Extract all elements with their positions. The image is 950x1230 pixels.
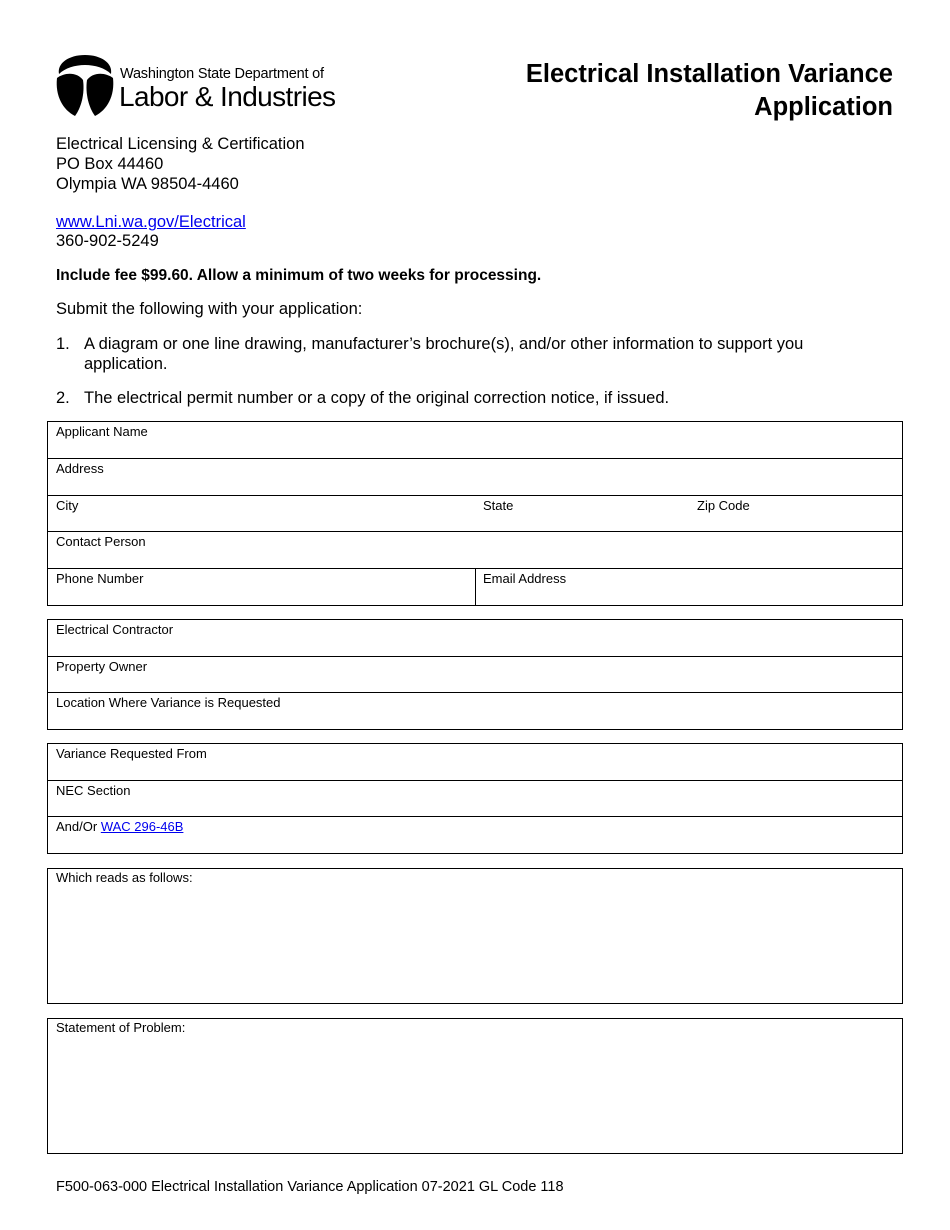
zip-code-label: Zip Code xyxy=(697,498,750,513)
list-item xyxy=(56,334,856,376)
list-item xyxy=(56,388,856,410)
variance-from-label: Variance Requested From xyxy=(56,746,207,761)
property-owner-field[interactable] xyxy=(48,656,902,693)
field-divider xyxy=(475,569,476,605)
variance-from-field[interactable] xyxy=(48,744,902,780)
logo-line-1: Washington State Department of xyxy=(120,66,324,82)
fee-notice: Include fee $99.60. Allow a minimum of two weeks for processing. xyxy=(56,267,542,284)
reads-as-follows-field[interactable] xyxy=(47,868,903,1004)
location-label: Location Where Variance is Requested xyxy=(56,695,281,710)
variance-section xyxy=(47,743,903,854)
mailing-address xyxy=(56,134,305,194)
phone-number: 360-902-5249 xyxy=(56,232,159,250)
applicant-name-field[interactable] xyxy=(48,422,902,458)
address-line-2: PO Box 44460 xyxy=(56,155,164,173)
city-label: City xyxy=(56,498,79,513)
reads-as-follows-label: Which reads as follows: xyxy=(56,870,193,885)
address-label: Address xyxy=(56,461,104,476)
address-line-3: Olympia WA 98504-4460 xyxy=(56,175,239,193)
list-item-text: A diagram or one line drawing, manufacturer’s brochure(s), and/or other information to support you application. xyxy=(84,335,804,373)
andor-label xyxy=(56,819,183,834)
applicant-name-label: Applicant Name xyxy=(56,424,148,439)
email-address-label: Email Address xyxy=(483,571,567,586)
list-item-text: The electrical permit number or a copy of the original correction notice, if issued. xyxy=(84,389,670,407)
title-line-2: Application xyxy=(754,93,893,121)
address-line-1: Electrical Licensing & Certification xyxy=(56,135,305,153)
submit-intro: Submit the following with your application: xyxy=(56,300,363,318)
phone-number-label: Phone Number xyxy=(56,571,144,586)
electrical-contractor-label: Electrical Contractor xyxy=(56,622,174,637)
agency-logo xyxy=(55,54,336,118)
applicant-section xyxy=(47,421,903,606)
lni-emblem-icon xyxy=(55,54,117,118)
wac-link[interactable]: WAC 296-46B xyxy=(100,819,184,834)
statement-of-problem-field[interactable] xyxy=(47,1018,903,1154)
nec-section-field[interactable] xyxy=(48,780,902,817)
location-field[interactable] xyxy=(48,692,902,729)
state-label: State xyxy=(483,498,514,513)
statement-of-problem-label: Statement of Problem: xyxy=(56,1020,186,1035)
list-item-number: 1. xyxy=(56,335,70,353)
property-owner-label: Property Owner xyxy=(56,659,148,674)
andor-prefix: And/Or xyxy=(56,819,98,834)
address-field[interactable] xyxy=(48,458,902,495)
contact-info xyxy=(56,213,246,251)
contact-person-label: Contact Person xyxy=(56,534,146,549)
page-title xyxy=(453,58,893,124)
contact-person-field[interactable] xyxy=(48,531,902,568)
phone-email-row xyxy=(48,568,902,605)
title-line-1: Electrical Installation Variance xyxy=(525,60,893,88)
form-footer: F500-063-000 Electrical Installation Variance Application 07-2021 GL Code 118 xyxy=(56,1179,564,1195)
contractor-section xyxy=(47,619,903,730)
city-state-zip-row xyxy=(48,495,902,532)
electrical-contractor-field[interactable] xyxy=(48,620,902,656)
nec-section-label: NEC Section xyxy=(56,783,131,798)
logo-line-2: Labor & Industries xyxy=(119,81,336,112)
wac-field[interactable] xyxy=(48,816,902,853)
website-link[interactable]: www.Lni.wa.gov/Electrical xyxy=(56,213,246,231)
list-item-number: 2. xyxy=(56,389,70,407)
